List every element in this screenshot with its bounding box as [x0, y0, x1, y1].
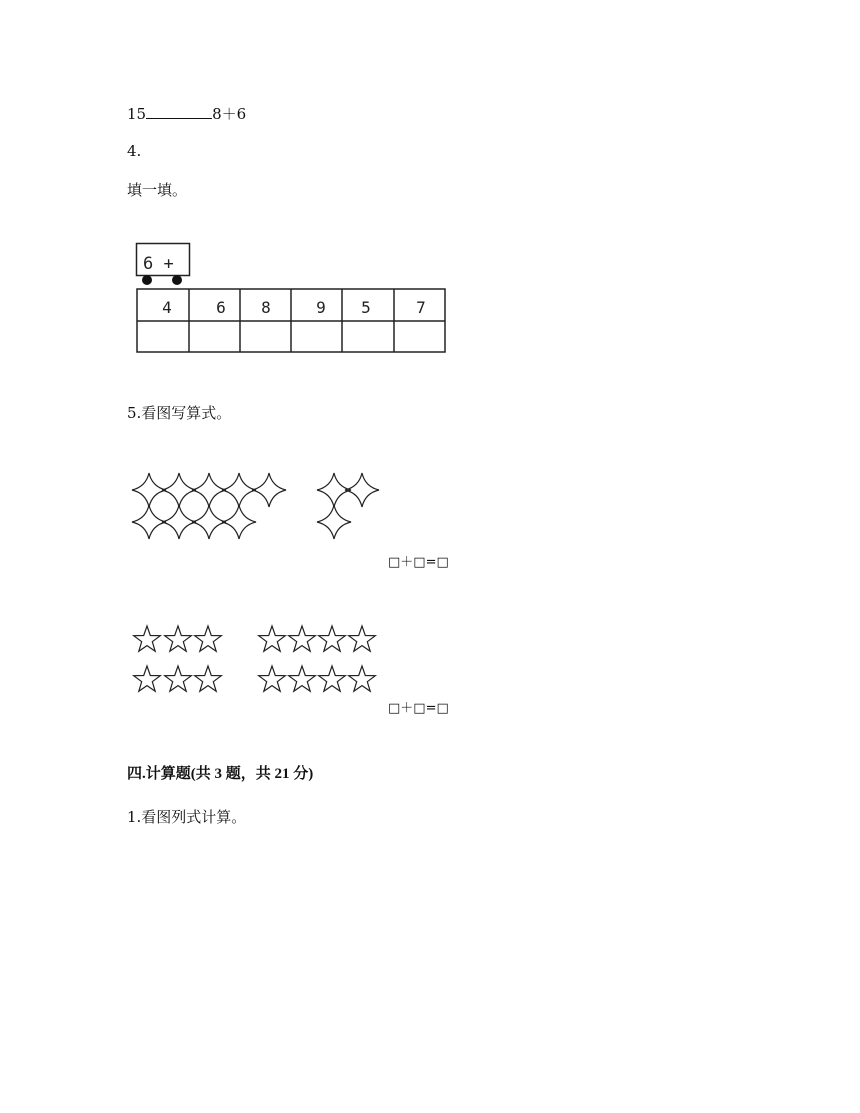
question-4-prompt: 填一填。 — [127, 181, 188, 199]
star-shape — [349, 666, 376, 691]
table-cell-6: 7 — [416, 298, 426, 317]
section-4-question-1-prompt: 1.看图列式计算。 — [127, 808, 247, 826]
train-label: 6 + — [143, 254, 174, 274]
star-shape — [165, 626, 192, 651]
table-cell-2: 6 — [216, 298, 226, 317]
star-shape — [195, 626, 222, 651]
table-cell-1: 4 — [162, 298, 172, 317]
star-shape — [259, 626, 286, 651]
star-shape — [165, 666, 192, 691]
table-cell-5: 5 — [361, 298, 371, 317]
comparison-left: 15 — [127, 105, 147, 123]
star-shape — [134, 626, 161, 651]
star-shape — [319, 626, 346, 651]
star-shape — [349, 626, 376, 651]
star-shape — [289, 626, 316, 651]
comparison-right: 8＋6 — [212, 105, 247, 123]
table-cell-4: 9 — [316, 298, 326, 317]
star-shape — [259, 666, 286, 691]
star-shape — [134, 666, 161, 691]
equation-2[interactable]: □＋□=□ — [388, 701, 449, 716]
question-5-prompt: 5.看图写算式。 — [127, 404, 232, 422]
question-4-number: 4. — [127, 142, 142, 160]
star-shape — [195, 666, 222, 691]
table-cell-3: 8 — [261, 298, 271, 317]
star-shape — [319, 666, 346, 691]
section-4-heading: 四.计算题(共 3 题，共 21 分) — [127, 766, 314, 782]
star-shape — [289, 666, 316, 691]
equation-1[interactable]: □＋□=□ — [388, 555, 449, 570]
